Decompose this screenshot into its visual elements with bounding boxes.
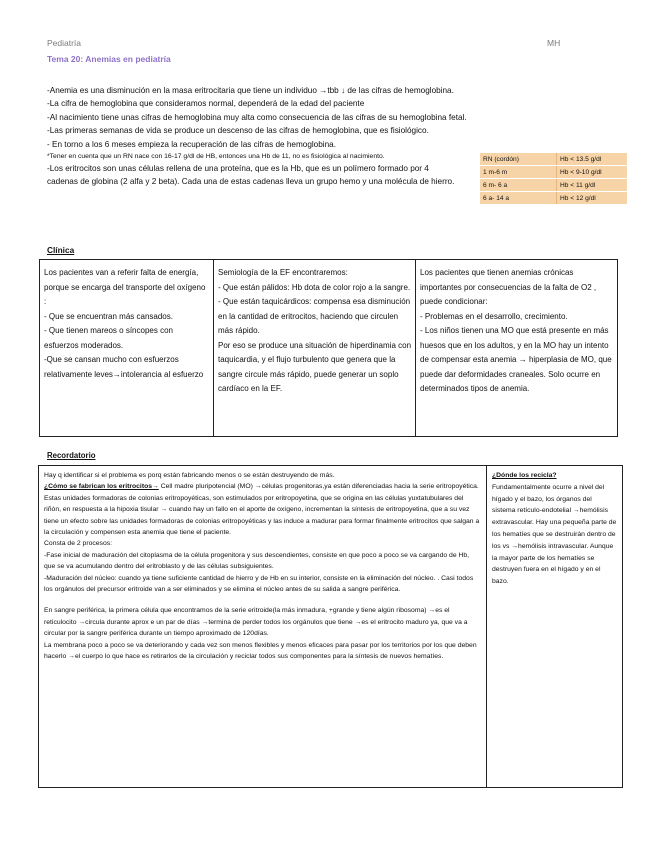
recordatorio-text: La membrana poco a poco se va deteriorando y cada vez son menos flexibles y menos eficaces para pasar por los territorios por los que deben hacerlo →el cuerpo lo que hace es retirarlos de la circulación y reciclar todos sus componentes para la síntesis de nuevos hematíes.: [44, 641, 477, 661]
hb-cell: Hb < 9-10 g/dl: [557, 166, 628, 179]
clinica-symptoms-column: [40, 260, 214, 436]
hb-cell: Hb < 12 g/dl: [557, 192, 628, 205]
recordatorio-subheading: ¿Cómo se fabrican los eritrocitos→: [44, 483, 159, 491]
clinica-text: Los pacientes que tienen anemias crónicas importantes por consecuencias de la falta de O2 , puede condicionar:: [420, 268, 597, 306]
clinica-text: - Los niños tienen una MO que está presente en más huesos que en los adultos, y en la MO hay un intento de compensar esta anemia → hiperplasia de MO, que puede dar deformidades craneales. Solo ocurre en determinados tipos de anemia.: [420, 326, 612, 393]
table-row: [480, 192, 627, 205]
clinica-text: -Que se cansan mucho con esfuerzos relativamente leves→intolerancia al esfuerzo: [44, 355, 204, 379]
clinica-text: Los pacientes van a referir falta de energía, porque se encarga del transporte del oxígeno :: [44, 268, 206, 306]
recordatorio-side-body: Fundamentalmente ocurre a nivel del hígado y el bazo, los órganos del sistema retículo-endotelial →hemólisis extravascular. Hay una pequeña parte de los hematíes que se destruirán dentro de los vs →hemólisis intravascular. Aunque la mayor parte de los hematíes se destruyen fuera en el hígado y en el bazo.: [492, 483, 617, 586]
recordatorio-text: Consta de 2 procesos:: [44, 540, 113, 548]
age-cell: 6 a- 14 a: [480, 192, 557, 205]
clinica-exam-column: [214, 260, 416, 436]
intro-erythrocytes: -Los eritrocitos son unas células rellena de una proteína, que es la Hb, que es un polímero formado por 4 cadenas de globina (2 alfa y 2 beta). Cada una de estas cadenas lleva un grupo hemo y una molécula de hierro.: [47, 164, 455, 187]
table-row: [480, 179, 627, 192]
age-cell: 6 m- 6 a: [480, 179, 557, 192]
intro-line: - En torno a los 6 meses empieza la recuperación de las cifras de hemoglobina.: [47, 139, 336, 149]
clinica-table: [39, 259, 618, 437]
clinica-chronic-column: [416, 260, 617, 436]
intro-line: -Al nacimiento tiene unas cifras de hemoglobina muy alta como consecuencia de las cifras de su hemoglobina fetal.: [47, 112, 467, 122]
clinica-text: Semiología de la EF encontraremos:: [218, 268, 348, 277]
page-title: Tema 20: Anemias en pediatría: [47, 54, 171, 64]
intro-line: -La cifra de hemoglobina que consideramos normal, dependerá de la edad del paciente: [47, 99, 365, 109]
clinica-text: - Problemas en el desarrollo, crecimiento.: [420, 311, 568, 321]
table-row: [480, 166, 627, 179]
intro-line: -Anemia es una disminución en la masa eritrocitaria que tiene un individuo →tbb ↓ de las cifras de hemoglobina.: [47, 86, 454, 95]
recordatorio-heading: Recordatorio: [47, 451, 96, 460]
recordatorio-main: [39, 466, 487, 787]
hb-cell: Hb < 13.5 g/dl: [557, 153, 628, 166]
clinica-text: - Que tienen mareos o síncopes con esfuerzos moderados.: [44, 326, 173, 350]
clinica-heading: Clínica: [47, 245, 75, 255]
recordatorio-text: Hay q identificar si el problema es porq están fabricando menos o se están destruyendo de más.: [44, 472, 335, 479]
hb-cell: Hb < 11 g/dl: [557, 179, 628, 192]
clinica-text: Por eso se produce una situación de hiperdinamia con taquicardia, y el flujo turbulento que genera que la sangre circule más rápido, puede generar un soplo cardíaco en la EF.: [218, 340, 412, 393]
recordatorio-box: [38, 465, 623, 788]
recordatorio-side: [487, 466, 622, 787]
age-cell: 1 m-6 m: [480, 166, 557, 179]
age-cell: RN (cordón): [480, 153, 557, 166]
recordatorio-text: -Fase inicial de maduración del citoplasma de la célula progenitora y sus descendientes, consiste en que poco a poco se va cargando de Hb, que se va acumulando dentro del eritroblasto y de las células subsiguientes.: [44, 551, 470, 571]
clinica-text: - Que están pálidos: Hb dota de color rojo a la sangre.: [218, 282, 411, 292]
clinica-text: - Que están taquicárdicos: compensa esa disminución en la cantidad de eritrocitos, haciendo que circulen más rápido.: [218, 297, 411, 335]
intro-note: *Tener en cuenta que un RN nace con 16-17 g/dl de HB, entonces una Hb de 11, no es fisiológica al nacimiento.: [47, 153, 385, 161]
recordatorio-side-title: ¿Dónde los recicla?: [492, 472, 557, 479]
recordatorio-body: Cell madre pluripotencial (MO) →células progenitoras,ya están diferenciadas hacia la serie eritropoyética. Estas unidades formadoras de colonias eritropoyéticas, son estimulados por eritropoyetina, que se origina en las células yuxtatubulares del riñón, en respuesta a la hipoxia tisular → cuando hay un fallo en el aporte de oxígeno, incrementan la síntesis de eritropoyetina, que a su vez tiene un efecto sobre las unidades formadoras de colonias eritropoyéticas y las induce a madurar para formar finalmente eritrocitos que salgan a la circulación y compensen esta anemia que tiene el paciente.: [44, 483, 480, 537]
hb-reference-table: [480, 153, 627, 205]
table-row: [480, 153, 627, 166]
recordatorio-text: -Maduración del núcleo: cuando ya tiene suficiente cantidad de hierro y de Hb en su interior, consiste en la eliminación del núcleo. . Casi todos los orgánulos del precursor eritroide van a ser eliminados y se elimina el núcleo antes de su salida a sangre periférica.: [44, 574, 474, 594]
intro-line: -Las primeras semanas de vida se produce un descenso de las cifras de hemoglobina, que es fisiológico.: [47, 126, 429, 136]
clinica-text: - Que se encuentran más cansados.: [44, 311, 173, 321]
subject-label: Pediatría: [47, 38, 82, 48]
spacer: [44, 595, 481, 605]
author-initials: MH: [547, 38, 561, 48]
recordatorio-text: En sangre periférica, la primera célula que encontramos de la serie eritroide(la más inmadura, +grande y tiene algún ribosoma) →es el reticulocito →circula durante aprox e un par de días →termina de perder todos los orgánulos que tiene →es el eritrocito maduro ya, que va a circular por la sangre periférica durante un tiempo aproximado de 120días.: [44, 607, 468, 638]
recordatorio-text: [44, 481, 481, 538]
